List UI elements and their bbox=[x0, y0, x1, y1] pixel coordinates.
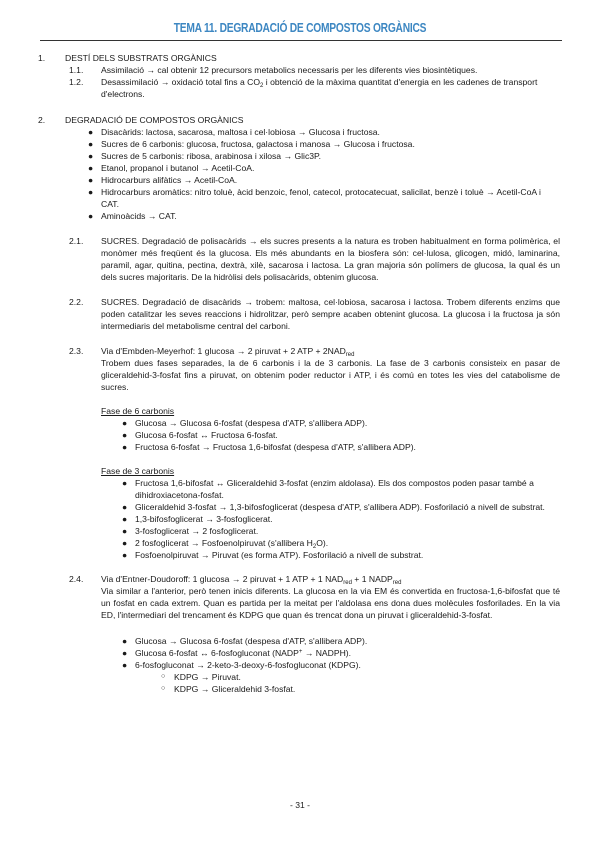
bullet-icon: ● bbox=[122, 526, 128, 536]
sub-list-item: ○ KDPG → Piruvat. bbox=[161, 672, 241, 682]
bullet-icon: ● bbox=[88, 175, 94, 185]
list-item: ● Glucosa → Glucosa 6-fosfat (despesa d'ATP, s'allibera ADP). bbox=[122, 636, 368, 646]
list-item: ● Glucosa 6-fosfat ↔ Fructosa 6-fosfat. bbox=[122, 430, 278, 440]
subsection-2-1 bbox=[0, 235, 600, 283]
bullet-icon: ● bbox=[88, 127, 94, 137]
bullet-icon: ● bbox=[122, 442, 128, 452]
list-item: ● Disacàrids: lactosa, sacarosa, maltosa i cel·lobiosa → Glucosa i fructosa. bbox=[88, 127, 380, 137]
subsection-2-2 bbox=[0, 296, 600, 332]
list-item: ● 2 fosfoglicerat → Fosfoenolpiruvat (s'allibera $H_2O$). bbox=[122, 538, 329, 550]
item-number: 2.2. bbox=[69, 297, 84, 307]
circle-bullet-icon: ○ bbox=[161, 685, 166, 692]
paragraph: SUCRES. Degradació de polisacàrids → els sucres presents a la natura es troben habitualment en forma polimèrica, el monòmer més freqüent és la glucosa. Els més abundants en la biosfera són: cel·lulosa, glicogen, midó, laminarina, paramil, agar, quitina, pectina, dextrà, xilè, sacarosa i lactosa. La gran majoria són polímers de glucosa, la qual és un dels sucres majoritaris. De la hidròlisi dels polisacàrids, obtenim glucosa. bbox=[101, 236, 560, 282]
subsection-2-3 bbox=[0, 345, 600, 393]
circle-bullet-icon: ○ bbox=[161, 673, 166, 680]
list-item: ● Glucosa → Glucosa 6-fosfat (despesa d'ATP, s'allibera ADP). bbox=[122, 418, 368, 428]
item-number: 1.1. bbox=[69, 65, 84, 75]
list-item: ● Gliceraldehid 3-fosfat → 1,3-bifosfoglicerat (despesa d'ATP, s'allibera ADP). Fosforilació a nivell de substrat. bbox=[122, 502, 545, 512]
bullet-icon: ● bbox=[88, 163, 94, 173]
list-item: ● Fructosa 6-fosfat → Fructosa 1,6-bifosfat (despesa d'ATP, s'allibera ADP). bbox=[122, 442, 416, 452]
bullet-icon: ● bbox=[122, 514, 128, 524]
bullet-icon: ● bbox=[122, 538, 128, 548]
item-number: 1.2. bbox=[69, 77, 84, 87]
list-item: ● Hidrocarburs aromàtics: nitro toluè, àcid benzoic, fenol, catecol, protocatecuat, salicilat, benzè i toluè → Acetil-CoA i CAT. bbox=[88, 187, 541, 209]
bullet-icon: ● bbox=[122, 550, 128, 560]
bullet-icon: ● bbox=[88, 211, 94, 221]
bullet-icon: ● bbox=[88, 151, 94, 161]
phase-6-title: Fase de 6 carbonis bbox=[101, 406, 175, 416]
section-number: 2. bbox=[38, 115, 46, 125]
list-item: ● Etanol, propanol i butanol → Acetil-CoA. bbox=[88, 163, 255, 173]
subsection-heading: Via d'Embden-Meyerhof: 1 glucosa → 2 piruvat + 2 ATP + $2NAD_{red}$ bbox=[101, 346, 355, 358]
bullet-icon: ● bbox=[122, 648, 128, 658]
subsection-heading: Via d'Entner-Doudoroff: 1 glucosa → 2 piruvat + 1 ATP + 1 $NAD_{red} + 1$ $NADP_{red}$ bbox=[101, 574, 402, 586]
section-title: DESTÍ DELS SUBSTRATS ORGÀNICS bbox=[65, 53, 217, 63]
paragraph: SUCRES. Degradació de disacàrids → trobem: maltosa, cel·lobiosa, sacarosa i lactosa. Trobem diferents enzims que poden catalitzar les seves reaccions i hidrolitzar, però sempre acaben obtenint glucosa. La glucosa i la fructosa ja són intermediaris del metabolisme central del carboni. bbox=[101, 297, 560, 331]
section-title: DEGRADACIÓ DE COMPOSTOS ORGÀNICS bbox=[65, 115, 244, 125]
list-item: ● Sucres de 5 carbonis: ribosa, arabinosa i xilosa → Glic3P. bbox=[88, 151, 322, 161]
item-number: 2.3. bbox=[69, 346, 84, 356]
item-text: Assimilació → cal obtenir 12 precursors metabolics necessaris per les diferents vies biosintètiques. bbox=[101, 65, 478, 75]
list-item: ● Sucres de 6 carbonis: glucosa, fructosa, galactosa i manosa → Glucosa i fructosa. bbox=[88, 139, 415, 149]
item-1-1 bbox=[0, 64, 600, 76]
list-item: ● 1,3-bifosfoglicerat → 3-fosfoglicerat. bbox=[122, 514, 273, 524]
list-item: ● 3-fosfoglicerat → 2 fosfoglicerat. bbox=[122, 526, 259, 536]
bullet-icon: ● bbox=[122, 502, 128, 512]
section-number: 1. bbox=[38, 53, 46, 63]
page-number: - 31 - bbox=[289, 800, 311, 810]
phase-3-title: Fase de 3 carbonis bbox=[101, 466, 175, 476]
list-item: ● Aminoàcids → CAT. bbox=[88, 211, 177, 221]
subsection-2-4 bbox=[0, 573, 600, 621]
list-item: ● Fosfoenolpiruvat → Piruvat (es forma ATP). Fosforilació a nivell de substrat. bbox=[122, 550, 424, 560]
bullet-icon: ● bbox=[122, 418, 128, 428]
list-item: ● Fructosa 1,6-bifosfat ↔ Gliceraldehid 3-fosfat (enzim aldolasa). Els dos compostos poden pasar també a dihidroxiacetona-fosfat. bbox=[122, 478, 534, 500]
list-item: ● Glucosa 6-fosfat ↔ 6-fosfogluconat (NADP+ → NADPH). bbox=[122, 648, 352, 658]
section-1-heading bbox=[0, 52, 600, 64]
title-divider bbox=[40, 40, 562, 41]
bullet-icon: ● bbox=[122, 478, 128, 488]
sub-list-item: ○ KDPG → Gliceraldehid 3-fosfat. bbox=[161, 684, 296, 694]
list-item: ● Hidrocarburs alifàtics → Acetil-CoA. bbox=[88, 175, 238, 185]
paragraph: Trobem dues fases separades, la de 6 carbonis i la de 3 carbonis. La fase de 3 carbonis consisteix en pasar de gliceraldehid-3-fosfat fins a piruvat, on obtenim poder reductor i ATP, i és comú en totes les vies del catabolisme de sucres. bbox=[101, 358, 560, 392]
list-item: ● 6-fosfogluconat → 2-keto-3-deoxy-6-fosfogluconat (KDPG). bbox=[122, 660, 361, 670]
item-text: Desassimilació → oxidació total fins a $CO_2$ i obtenció de la màxima quantitat d'energia en les cadenes de transport d'electrons. bbox=[101, 77, 538, 99]
bullet-icon: ● bbox=[88, 139, 94, 149]
item-number: 2.4. bbox=[69, 574, 84, 584]
document-body bbox=[0, 52, 600, 695]
bullet-icon: ● bbox=[122, 636, 128, 646]
item-1-2 bbox=[0, 76, 600, 100]
bullet-icon: ● bbox=[88, 187, 94, 197]
bullet-icon: ● bbox=[122, 430, 128, 440]
section-2-heading bbox=[0, 114, 600, 126]
page-title: TEMA 11. DEGRADACIÓ DE COMPOSTOS ORGÀNICS bbox=[173, 21, 427, 35]
paragraph: Via similar a l'anterior, però tenen inicis diferents. La glucosa en la via EM és convertida en fructosa-1,6-bifosfat que té un fosfat en cada extrem. Quan es partida per la meitat per l'aldolasa ens dona dues molècules fosforilades. En la via ED, l'intermediari del trencament és KDPG que quan és trencat dona un piruvat i gliceraldehid-3-fosfat. bbox=[101, 586, 560, 620]
bullet-icon: ● bbox=[122, 660, 128, 670]
item-number: 2.1. bbox=[69, 236, 84, 246]
